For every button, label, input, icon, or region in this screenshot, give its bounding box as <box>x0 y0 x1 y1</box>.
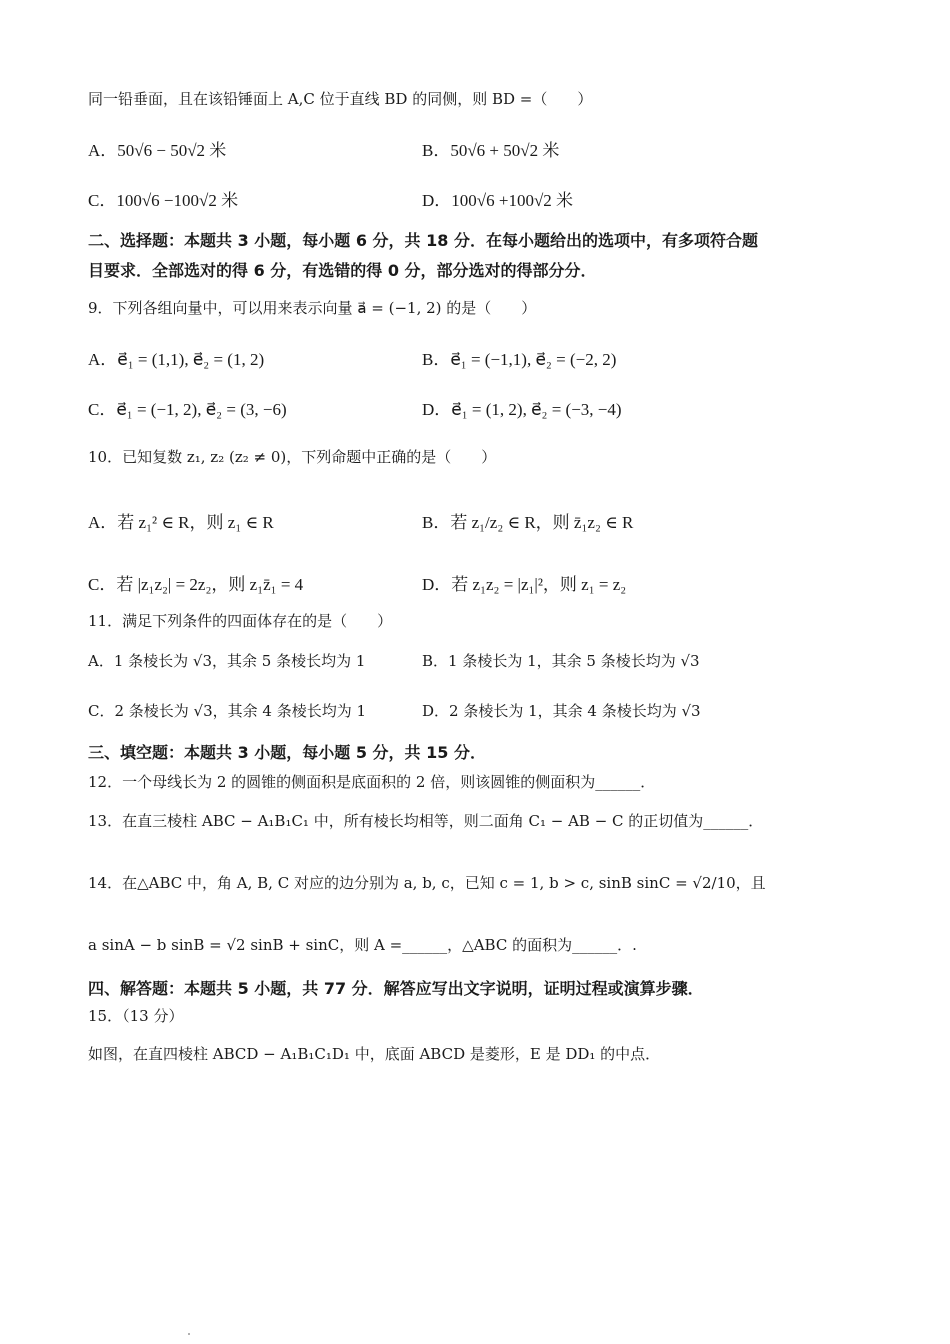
q9-option-b: B．e⃗₁ = (−1,1), e⃗₂ = (−2, 2) <box>422 350 617 369</box>
q8-stem-continuation: 同一铅垂面，且在该铅锤面上 A,C 位于直线 BD 的同侧，则 BD =（ ） <box>88 90 593 108</box>
section3-heading: 三、填空题：本题共 3 小题，每小题 5 分，共 15 分． <box>88 743 486 762</box>
q10-option-c: C．若 |z₁z₂| = 2z₂，则 z₁z̄₁ = 4 <box>88 575 304 594</box>
q8-option-d: D．100√6 +100√2 米 <box>422 191 574 210</box>
q9-option-a: A．e⃗₁ = (1,1), e⃗₂ = (1, 2) <box>88 350 265 369</box>
q8-option-a: A．50√6 − 50√2 米 <box>88 141 227 160</box>
q11-option-d: D．2 条棱长为 1，其余 4 条棱长均为 √3 <box>422 702 701 720</box>
q11-option-a: A．1 条棱长为 √3，其余 5 条棱长均为 1 <box>88 652 366 670</box>
q11-option-c: C．2 条棱长为 √3，其余 4 条棱长均为 1 <box>88 702 367 720</box>
q9-option-c: C．e⃗₁ = (−1, 2), e⃗₂ = (3, −6) <box>88 400 287 419</box>
q14-line1: 14．在△ABC 中，角 A, B, C 对应的边分别为 a, b, c，已知 c = 1, b > c, sinB sinC = √2/10，且 <box>88 874 766 892</box>
q11-stem: 11．满足下列条件的四面体存在的是（ ） <box>88 612 393 630</box>
section2-heading-line2: 目要求．全部选对的得 6 分，有选错的得 0 分，部分选对的得部分分． <box>88 261 597 280</box>
page-speck <box>188 1333 190 1335</box>
q14-line2: a sinA − b sinB = √2 sinB + sinC，则 A =______，△ABC 的面积为______．. <box>88 936 637 954</box>
q10-option-b: B．若 z₁/z₂ ∈ R，则 z̄₁z₂ ∈ R <box>422 513 634 532</box>
q10-stem: 10．已知复数 z₁, z₂ (z₂ ≠ 0)，下列命题中正确的是（ ） <box>88 448 497 466</box>
q15-text: 如图，在直四棱柱 ABCD − A₁B₁C₁D₁ 中，底面 ABCD 是菱形，E 是 DD₁ 的中点． <box>88 1045 661 1063</box>
q9-stem: 9．下列各组向量中，可以用来表示向量 a⃗ = (−1, 2) 的是（ ） <box>88 299 537 317</box>
section2-heading-line1: 二、选择题：本题共 3 小题，每小题 6 分，共 18 分．在每小题给出的选项中，有多项符合题 <box>88 231 758 250</box>
section4-heading: 四、解答题：本题共 5 小题，共 77 分．解答应写出文字说明，证明过程或演算步骤． <box>88 979 704 998</box>
q9-option-d: D．e⃗₁ = (1, 2), e⃗₂ = (−3, −4) <box>422 400 622 419</box>
q10-option-a: A．若 z₁² ∈ R，则 z₁ ∈ R <box>88 513 274 532</box>
q11-option-b: B．1 条棱长为 1，其余 5 条棱长均为 √3 <box>422 652 700 670</box>
q8-option-c: C．100√6 −100√2 米 <box>88 191 239 210</box>
q12-text: 12．一个母线长为 2 的圆锥的侧面积是底面积的 2 倍，则该圆锥的侧面积为______． <box>88 773 656 791</box>
q15-label: 15．（13 分） <box>88 1007 184 1025</box>
q13-text: 13．在直三棱柱 ABC − A₁B₁C₁ 中，所有棱长均相等，则二面角 C₁ − AB − C 的正切值为______． <box>88 812 764 830</box>
q10-option-d: D．若 z₁z₂ = |z₁|²，则 z₁ = z₂ <box>422 575 627 594</box>
q8-option-b: B．50√6 + 50√2 米 <box>422 141 560 160</box>
